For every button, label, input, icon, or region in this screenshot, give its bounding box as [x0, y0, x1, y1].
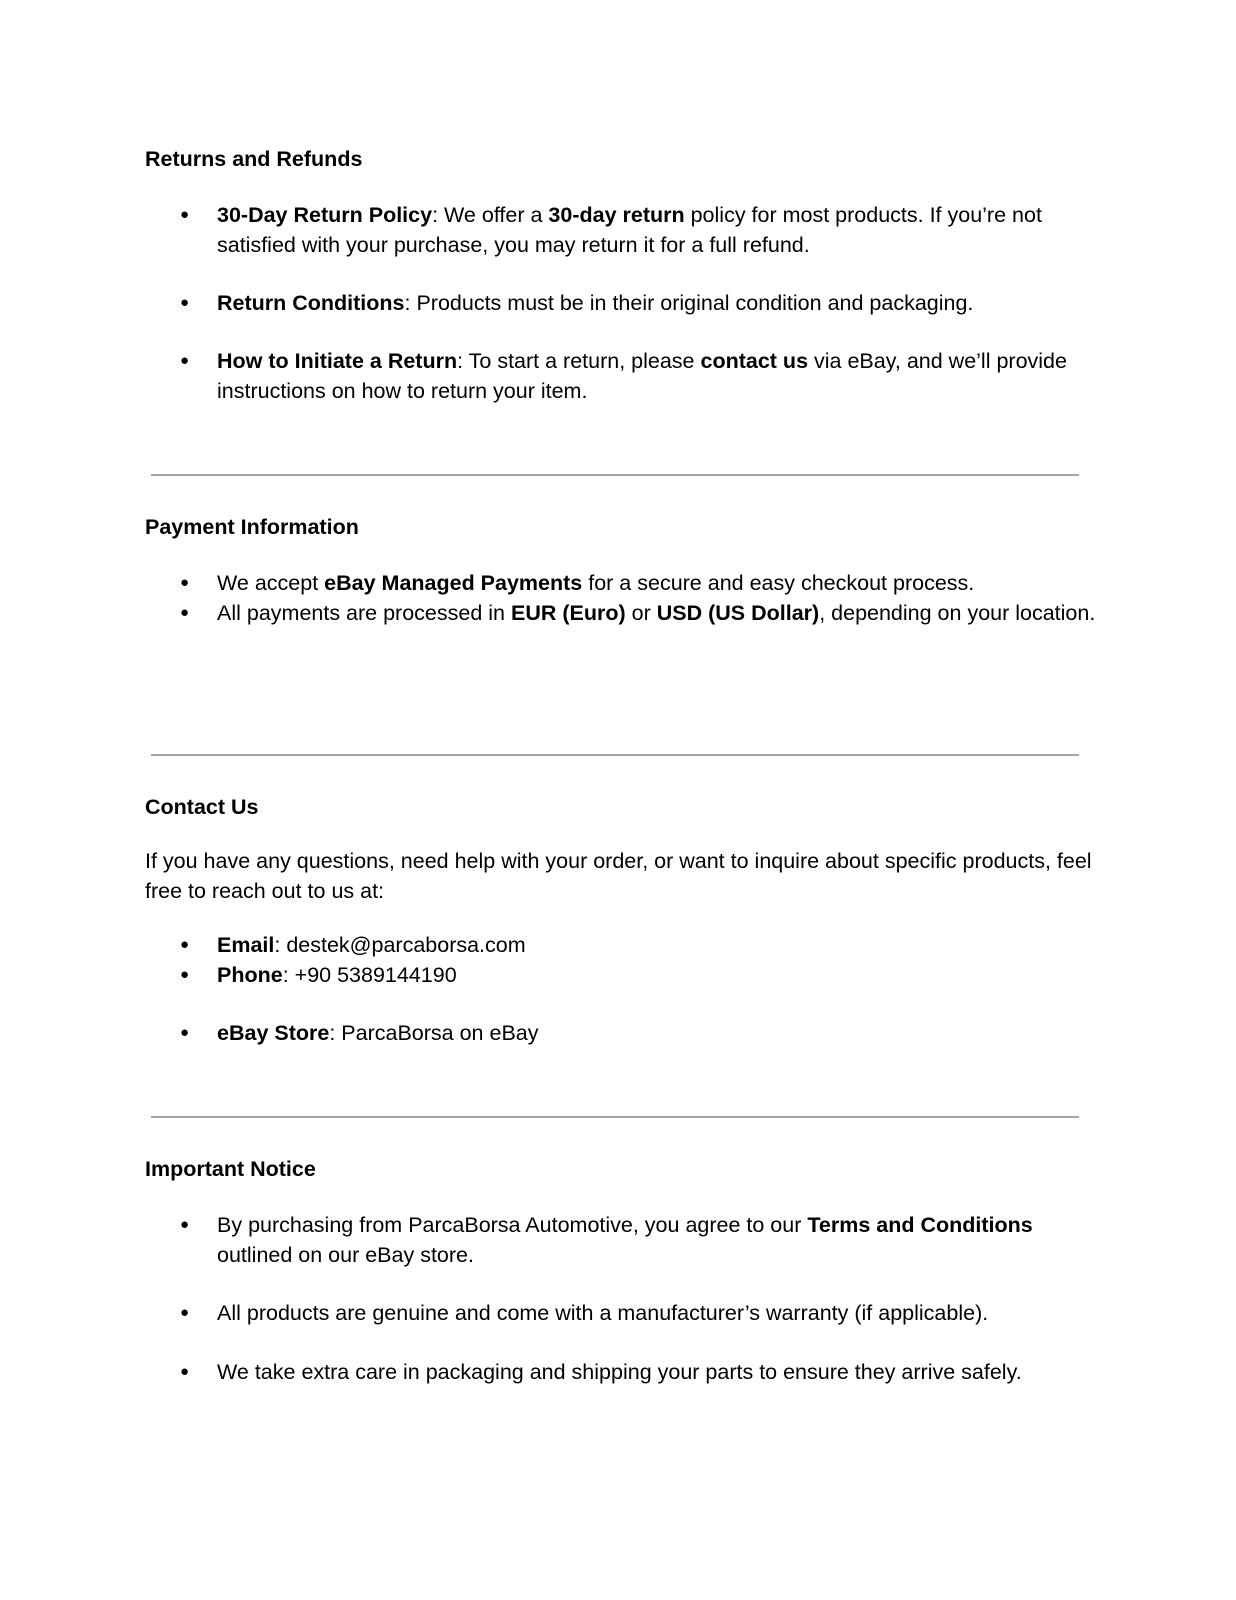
contact-email-value: : destek@parcaborsa.com: [274, 933, 526, 957]
contact-phone-value: : +90 5389144190: [282, 963, 457, 987]
returns-initiate-text-2: via eBay, and we’ll provide instructions on how to return your item.: [217, 349, 1067, 403]
section-divider: [151, 474, 1079, 476]
returns-policy-label: 30-Day Return Policy: [217, 203, 433, 227]
notice-item-packaging: ● We take extra care in packaging and shipping your parts to ensure they arrive safely.: [217, 1357, 1097, 1387]
payment-managed-bold: eBay Managed Payments: [324, 571, 583, 595]
returns-item-policy: [217, 200, 1097, 260]
notice-terms-bold: Terms and Conditions: [807, 1213, 1033, 1237]
contact-store-value: : ParcaBorsa on eBay: [329, 1021, 539, 1045]
payment-managed-text-2: for a secure and easy checkout process.: [582, 571, 975, 595]
contact-store-label: eBay Store: [217, 1021, 330, 1045]
notice-heading: Important Notice: [145, 1157, 316, 1181]
returns-contact-us-bold: contact us: [700, 349, 809, 373]
payment-currency-text-2: or: [625, 601, 657, 625]
payment-eur-bold: EUR (Euro): [510, 601, 626, 625]
payment-item-managed: [217, 568, 1097, 598]
contact-item-store: [217, 1018, 1097, 1048]
payment-currency-text-1: All payments are processed in: [217, 601, 511, 625]
section-divider: [151, 754, 1079, 756]
returns-item-conditions: [217, 288, 1097, 318]
notice-item-genuine: ● All products are genuine and come with a manufacturer’s warranty (if applicable).: [217, 1298, 1097, 1328]
payment-heading: Payment Information: [145, 515, 359, 539]
contact-email-label: Email: [217, 933, 275, 957]
contact-item-email: [217, 930, 1097, 960]
returns-policy-bold: 30-day return: [548, 203, 685, 227]
notice-terms-text-1: By purchasing from ParcaBorsa Automotive, you agree to our: [217, 1213, 808, 1237]
payment-managed-text-1: We accept: [217, 571, 325, 595]
returns-conditions-text: : Products must be in their original condition and packaging.: [404, 291, 974, 315]
payment-currency-text-3: , depending on your location.: [819, 601, 1096, 625]
returns-policy-text-1: : We offer a: [432, 203, 549, 227]
returns-policy-text-2: policy for most products. If you’re not satisfied with your purchase, you may return it for a full refund.: [217, 203, 1042, 257]
section-divider: [151, 1116, 1079, 1118]
contact-phone-label: Phone: [217, 963, 283, 987]
notice-terms-text-2: outlined on our eBay store.: [217, 1243, 474, 1267]
contact-heading: Contact Us: [145, 795, 259, 819]
returns-conditions-label: Return Conditions: [217, 291, 405, 315]
returns-initiate-label: How to Initiate a Return: [217, 349, 458, 373]
returns-item-initiate: [217, 346, 1097, 406]
payment-usd-bold: USD (US Dollar): [656, 601, 820, 625]
returns-heading: Returns and Refunds: [145, 147, 363, 171]
contact-intro: If you have any questions, need help with your order, or want to inquire about specific products, feel free to reach out to us at:: [145, 849, 1092, 903]
notice-item-terms: [217, 1210, 1097, 1270]
contact-item-phone: [217, 960, 1097, 990]
returns-initiate-text-1: : To start a return, please: [457, 349, 701, 373]
payment-item-currency: [217, 598, 1097, 628]
